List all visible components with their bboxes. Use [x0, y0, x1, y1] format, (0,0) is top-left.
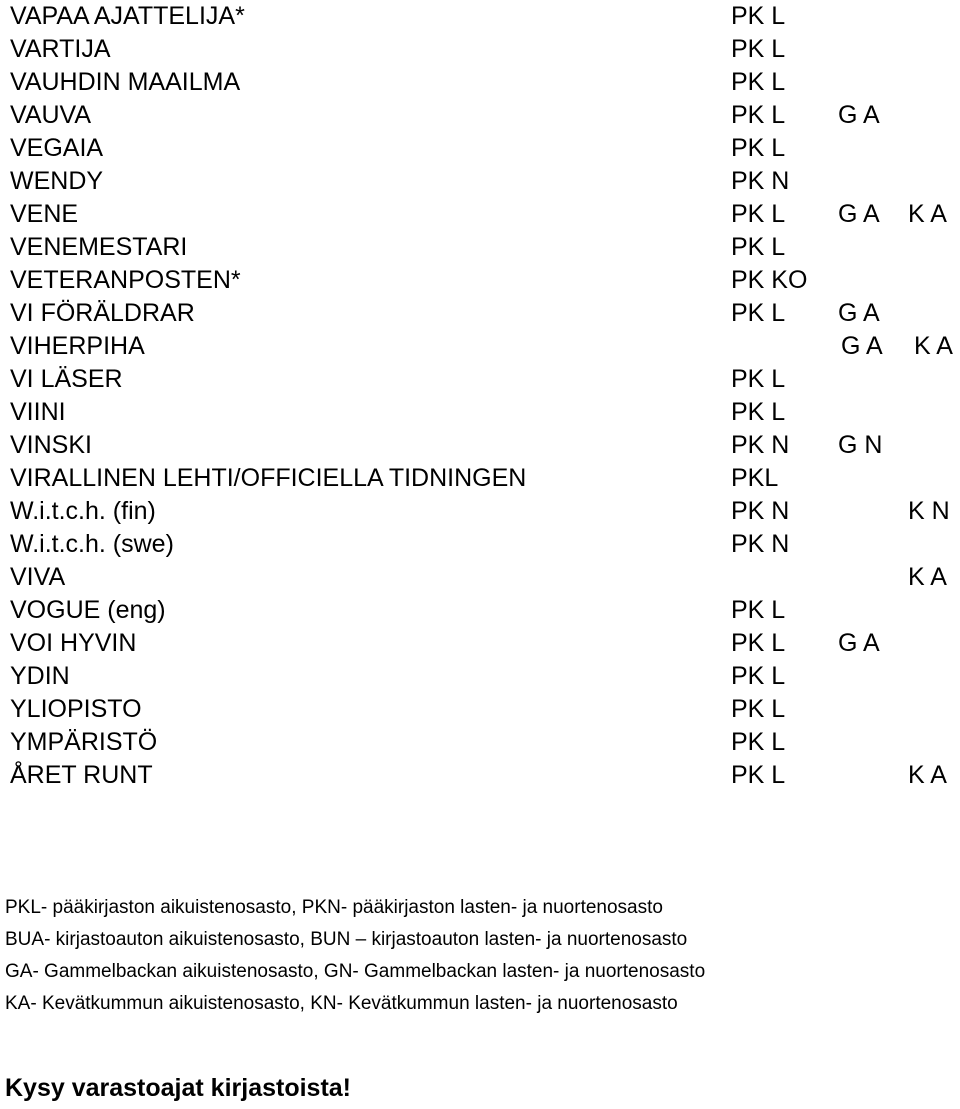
magazine-title: VAPAA AJATTELIJA*	[10, 2, 245, 30]
k-location: K A	[914, 332, 953, 360]
pk-location: PK KO	[731, 266, 808, 294]
magazine-title: VI FÖRÄLDRAR	[10, 299, 195, 327]
list-row	[0, 132, 960, 165]
list-row	[0, 297, 960, 330]
magazine-title: VENEMESTARI	[10, 233, 188, 261]
magazine-title: VOI HYVIN	[10, 629, 137, 657]
magazine-title: YDIN	[10, 662, 70, 690]
magazine-title: VIVA	[10, 563, 66, 591]
g-location: G A	[838, 200, 880, 228]
list-row	[0, 429, 960, 462]
list-row	[0, 693, 960, 726]
list-row	[0, 561, 960, 594]
magazine-title: VENE	[10, 200, 79, 228]
list-row	[0, 726, 960, 759]
pk-location: PK N	[731, 431, 790, 459]
magazine-title: W.i.t.c.h. (swe)	[10, 530, 174, 558]
list-row	[0, 231, 960, 264]
magazine-title: ÅRET RUNT	[10, 761, 153, 789]
legend-line: GA- Gammelbackan aikuistenosasto, GN- Gammelbackan lasten- ja nuortenosasto	[5, 961, 706, 982]
pk-location: PK L	[731, 134, 786, 162]
list-row	[0, 627, 960, 660]
list-row	[0, 594, 960, 627]
pk-location: PK L	[731, 761, 786, 789]
pk-location: PK L	[731, 299, 786, 327]
list-row	[0, 528, 960, 561]
legend-line: PKL- pääkirjaston aikuistenosasto, PKN- pääkirjaston lasten- ja nuortenosasto	[5, 897, 663, 918]
pk-location: PK L	[731, 68, 786, 96]
pk-location: PK L	[731, 728, 786, 756]
magazine-title: VAUVA	[10, 101, 92, 129]
list-row	[0, 495, 960, 528]
magazine-title: VARTIJA	[10, 35, 111, 63]
magazine-title: VIRALLINEN LEHTI/OFFICIELLA TIDNINGEN	[10, 464, 527, 492]
list-row	[0, 0, 960, 33]
list-row	[0, 33, 960, 66]
magazine-title: VOGUE (eng)	[10, 596, 166, 624]
pk-location: PK L	[731, 695, 786, 723]
list-row	[0, 198, 960, 231]
footer-note: Kysy varastoajat kirjastoista!	[5, 1074, 352, 1102]
k-location: K A	[908, 761, 947, 789]
list-row	[0, 396, 960, 429]
magazine-title: VIINI	[10, 398, 66, 426]
list-row	[0, 99, 960, 132]
pk-location: PK L	[731, 35, 786, 63]
pk-location: PK L	[731, 365, 786, 393]
magazine-title: VIHERPIHA	[10, 332, 145, 360]
pk-location: PK L	[731, 233, 786, 261]
magazine-title: VI LÄSER	[10, 365, 123, 393]
k-location: K A	[908, 200, 947, 228]
magazine-title: YMPÄRISTÖ	[10, 728, 158, 756]
pk-location: PK L	[731, 662, 786, 690]
pk-location: PK L	[731, 200, 786, 228]
g-location: G A	[838, 629, 880, 657]
list-row	[0, 264, 960, 297]
list-row	[0, 66, 960, 99]
magazine-title: VAUHDIN MAAILMA	[10, 68, 241, 96]
list-row	[0, 363, 960, 396]
g-location: G N	[838, 431, 883, 459]
pk-location: PK L	[731, 2, 786, 30]
pk-location: PK N	[731, 497, 790, 525]
magazine-title: VINSKI	[10, 431, 92, 459]
pk-location: PK L	[731, 596, 786, 624]
pk-location: PK L	[731, 629, 786, 657]
k-location: K A	[908, 563, 947, 591]
list-row	[0, 660, 960, 693]
magazine-title: VEGAIA	[10, 134, 104, 162]
legend	[5, 892, 705, 1020]
list-row	[0, 759, 960, 792]
magazine-title: VETERANPOSTEN*	[10, 266, 241, 294]
magazine-title: WENDY	[10, 167, 104, 195]
list-row	[0, 165, 960, 198]
pk-location: PK N	[731, 167, 790, 195]
legend-line: KA- Kevätkummun aikuistenosasto, KN- Kevätkummun lasten- ja nuortenosasto	[5, 993, 678, 1014]
pk-location: PK L	[731, 398, 786, 426]
g-location: G A	[838, 299, 880, 327]
g-location: G A	[841, 332, 883, 360]
pk-location: PKL	[731, 464, 779, 492]
list-row	[0, 330, 960, 363]
g-location: G A	[838, 101, 880, 129]
magazine-title: W.i.t.c.h. (fin)	[10, 497, 156, 525]
pk-location: PK L	[731, 101, 786, 129]
list-row	[0, 462, 960, 495]
pk-location: PK N	[731, 530, 790, 558]
legend-line: BUA- kirjastoauton aikuistenosasto, BUN – kirjastoauton lasten- ja nuortenosasto	[5, 929, 688, 950]
k-location: K N	[908, 497, 950, 525]
magazine-title: YLIOPISTO	[10, 695, 142, 723]
